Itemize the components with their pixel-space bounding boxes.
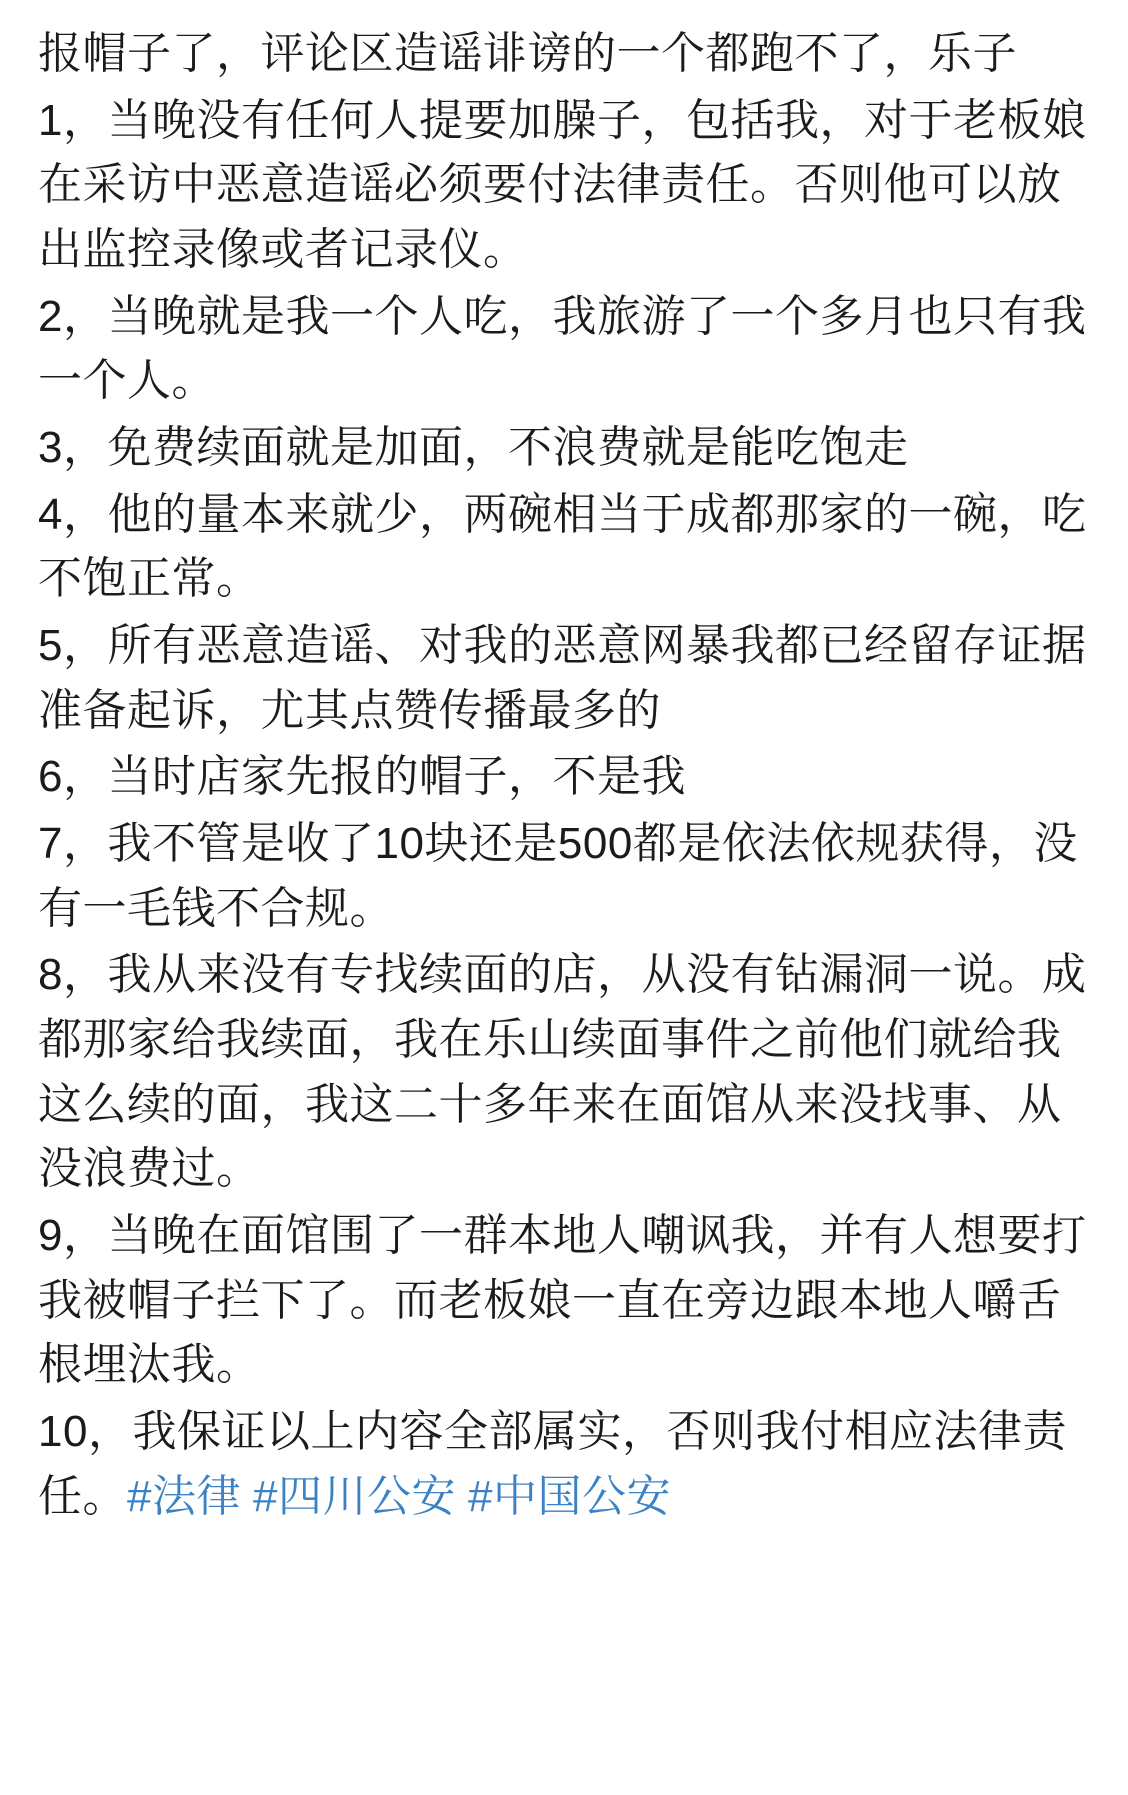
- post-paragraph: 3，免费续面就是加面，不浪费就是能吃饱走: [38, 423, 909, 473]
- post-paragraph: 6，当时店家先报的帽子，不是我: [38, 752, 686, 802]
- post-paragraph: 8，我从来没有专找续面的店，从没有钻漏洞一说。成都那家给我续面，我在乐山续面事件之前他们就给我这么续的面，我这二十多年来在面馆从来没找事、从没浪费过。: [38, 950, 1087, 1194]
- post-paragraph: 5，所有恶意造谣、对我的恶意网暴我都已经留存证据准备起诉，尤其点赞传播最多的: [38, 621, 1087, 735]
- hashtag-sichuan-police[interactable]: #四川公安: [252, 1471, 456, 1521]
- post-paragraph-text: 10，我保证以上内容全部属实，否则我付相应法律责任。: [38, 1407, 1067, 1521]
- post-paragraph: 7，我不管是收了10块还是500都是依法依规获得，没有一毛钱不合规。: [38, 819, 1078, 933]
- post-paragraph: 报帽子了，评论区造谣诽谤的一个都跑不了，乐子: [38, 29, 1017, 78]
- hashtag-law[interactable]: #法律: [127, 1471, 241, 1521]
- post-paragraph: 4，他的量本来就少，两碗相当于成都那家的一碗，吃不饱正常。: [38, 489, 1087, 604]
- post-paragraph: 9，当晚在面馆围了一群本地人嘲讽我，并有人想要打我被帽子拦下了。而老板娘一直在旁边跟本地人嚼舌根埋汰我。: [38, 1211, 1087, 1390]
- post-paragraph: 1，当晚没有任何人提要加臊子，包括我，对于老板娘在采访中恶意造谣必须要付法律责任。否则他可以放出监控录像或者记录仪。: [38, 95, 1087, 275]
- hashtag-china-police[interactable]: #中国公安: [467, 1471, 671, 1521]
- post-paragraph-with-tags: [38, 1400, 1100, 1529]
- post-paragraph: 2，当晚就是我一个人吃，我旅游了一个多月也只有我一个人。: [38, 291, 1087, 406]
